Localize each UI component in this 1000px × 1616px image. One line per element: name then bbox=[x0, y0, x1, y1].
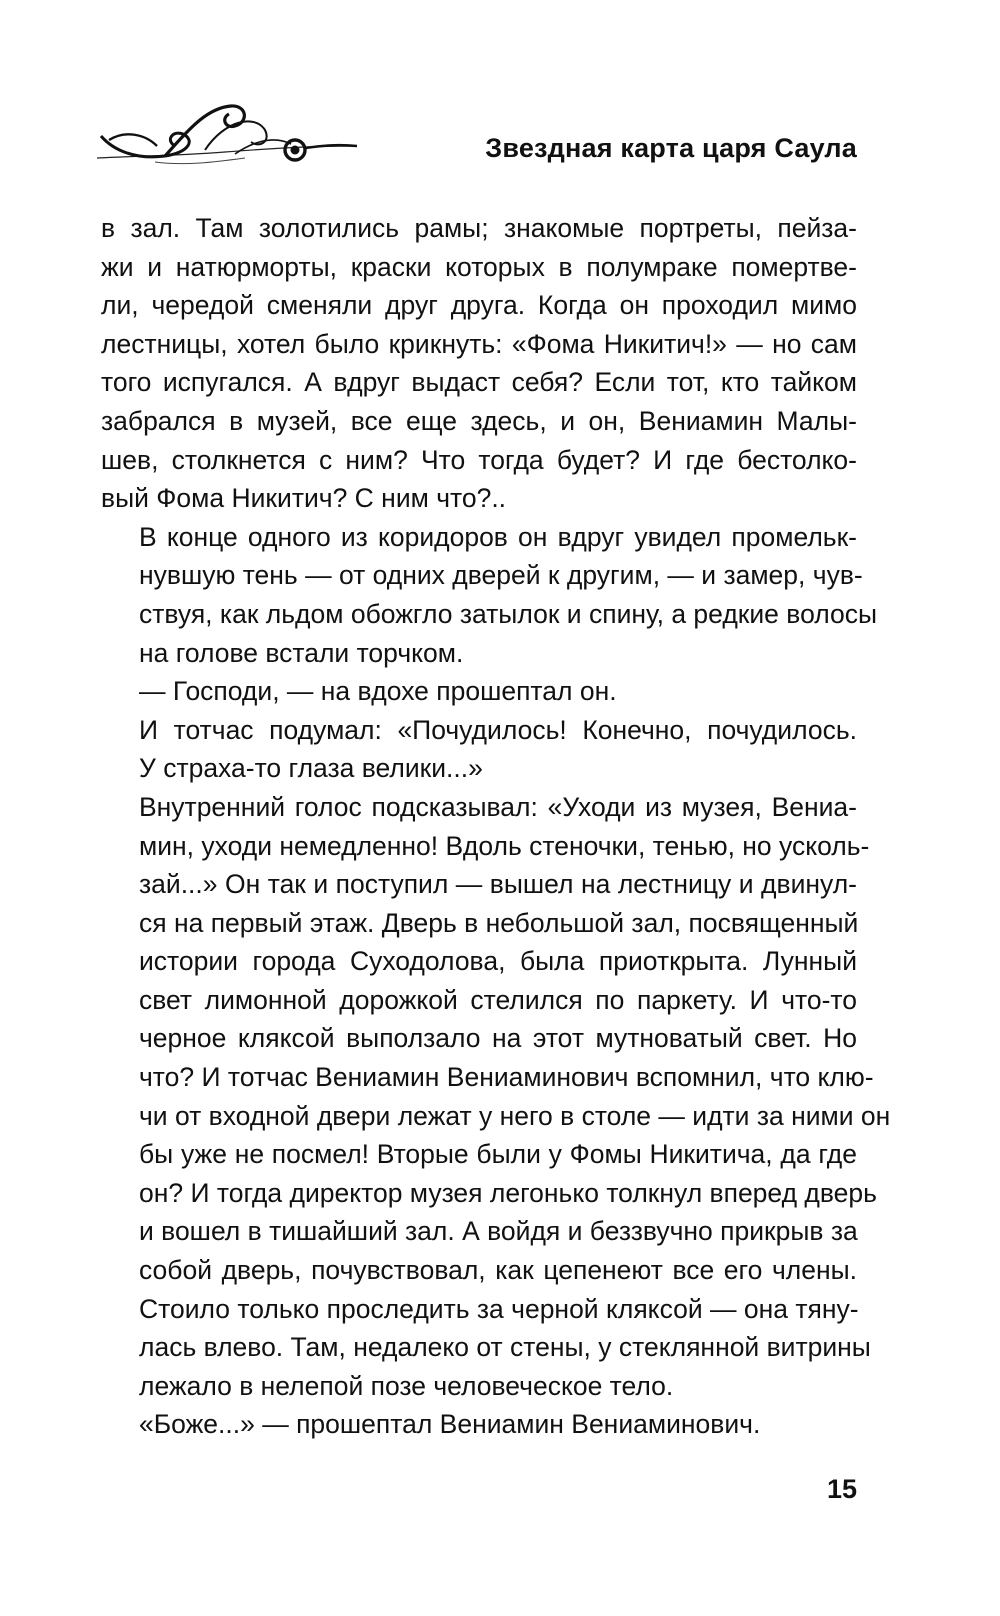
running-title: Звездная карта царя Саула bbox=[485, 133, 857, 163]
text-line: Стоило только проследить за черной кляксой — она тяну- bbox=[139, 1293, 859, 1324]
text-line: собой дверь, почувствовал, как цепенеют все его члены. bbox=[139, 1255, 857, 1286]
text-line: «Боже...» — прошептал Вениамин Вениаминович. bbox=[139, 1409, 761, 1440]
text-line: Внутренний голос подсказывал: «Уходи из музея, Вениа- bbox=[139, 791, 857, 822]
text-line: забрался в музей, все еще здесь, и он, Вениамин Малы- bbox=[101, 405, 857, 436]
paragraph bbox=[101, 518, 878, 672]
text-line: зай...» Он так и поступил — вышел на лестницу и двинул- bbox=[139, 869, 857, 900]
text-line: лежало в нелепой позе человеческое тело. bbox=[139, 1370, 674, 1401]
paragraph bbox=[101, 711, 857, 788]
page-number: 15 bbox=[826, 1474, 857, 1504]
text-line: того испугался. А вдруг выдаст себя? Если тот, кто тайком bbox=[101, 367, 857, 398]
text-line: В конце одного из коридоров он вдруг увидел промельк- bbox=[139, 521, 857, 552]
text-line: жи и натюрморты, краски которых в полумраке помертве- bbox=[101, 251, 857, 282]
text-line: — Господи, — на вдохе прошептал он. bbox=[139, 676, 617, 707]
text-line: свет лимонной дорожкой стелился по паркету. И что-то bbox=[139, 984, 857, 1015]
text-line: нувшую тень — от одних дверей к другим, — и замер, чув- bbox=[139, 560, 863, 591]
text-line: и вошел в тишайший зал. А войдя и беззвучно прикрыв за bbox=[139, 1216, 858, 1247]
text-line: мин, уходи немедленно! Вдоль стеночки, тенью, но усколь- bbox=[139, 830, 870, 861]
paragraph bbox=[101, 1405, 857, 1444]
text-line: У страха-то глаза велики...» bbox=[139, 753, 483, 784]
text-line: чи от входной двери лежат у него в столе — идти за ними он bbox=[139, 1100, 891, 1131]
paragraph bbox=[101, 788, 891, 1406]
text-line: шев, столкнется с ним? Что тогда будет? И где бестолко- bbox=[101, 444, 857, 475]
text-line: ли, чередой сменяли друг друга. Когда он проходил мимо bbox=[101, 290, 857, 321]
text-line: вый Фома Никитич? С ним что?.. bbox=[101, 483, 507, 514]
text-line: И тотчас подумал: «Почудилось! Конечно, почудилось. bbox=[139, 714, 857, 745]
text-line: ствуя, как льдом обожгло затылок и спину, а редкие волосы bbox=[139, 598, 878, 629]
text-line: черное кляксой выползало на этот мутноватый свет. Но bbox=[139, 1023, 857, 1054]
text-line: на голове встали торчком. bbox=[139, 637, 464, 668]
text-line: лестницы, хотел было крикнуть: «Фома Никитич!» — но сам bbox=[101, 328, 857, 359]
body-text bbox=[101, 209, 891, 1444]
text-line: лась влево. Там, недалеко от стены, у стеклянной витрины bbox=[139, 1332, 871, 1363]
text-line: в зал. Там золотились рамы; знакомые портреты, пейза- bbox=[101, 213, 857, 243]
flourish-ornament-icon bbox=[95, 100, 375, 178]
paragraph bbox=[101, 209, 857, 518]
text-line: бы уже не посмел! Вторые были у Фомы Никитича, да где bbox=[139, 1139, 857, 1170]
text-line: истории города Суходолова, была приоткрыта. Лунный bbox=[139, 946, 857, 977]
paragraph bbox=[101, 672, 857, 711]
text-line: что? И тотчас Вениамин Вениаминович вспомнил, что клю- bbox=[139, 1062, 874, 1093]
text-line: ся на первый этаж. Дверь в небольшой зал, посвященный bbox=[139, 907, 859, 938]
text-line: он? И тогда директор музея легонько толкнул вперед дверь bbox=[139, 1177, 877, 1208]
